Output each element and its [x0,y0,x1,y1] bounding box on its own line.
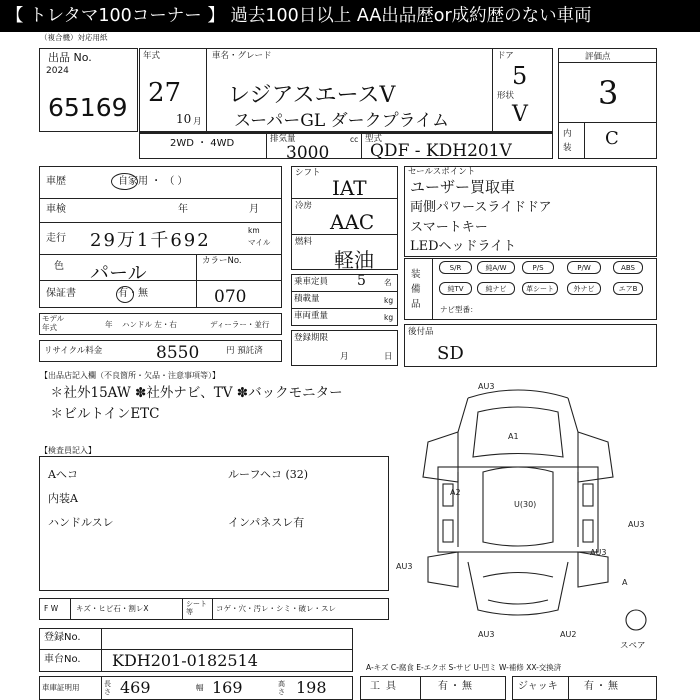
diagram-mark: AU3 [590,548,607,557]
cert-height: 198 [296,678,327,697]
sales-point-item: スマートキー [410,220,488,235]
sales-point-item: ユーザー買取車 [410,178,516,196]
post-market-value: SD [437,343,464,364]
drive-label: 2WD ・ 4WD [170,138,235,149]
lot-year-stamp: 2024 [46,66,69,76]
model-year-label: 年式 [143,51,161,61]
cert-width: 169 [212,678,243,697]
equip-option: 純ナビ [477,282,515,295]
load-unit: kg [384,296,394,305]
cert-height-label: 高さ [278,680,285,696]
shift-value: IAT [332,176,367,200]
shift-label: シフト [295,168,321,178]
tools-label: 工具 [370,681,402,692]
sales-points-label: セールスポイント [408,167,476,177]
diagram-mark: AU2 [560,630,577,639]
jack-options: 有・無 [584,681,620,692]
equip-option: エアB [613,282,643,295]
equip-option: P/W [567,261,601,274]
model-change-unit: 年 [105,320,113,329]
mileage-label: 走行 [46,233,66,244]
history-circle [111,173,138,190]
model-dealer: ディーラー・並行 [210,320,270,329]
warranty-options: 有・無 [118,288,148,299]
registration-day-unit: 日 [384,352,393,362]
post-market-label: 後付品 [408,327,434,337]
dealer-notes-line1: ✽社外15AW ✽社外ナビ、TV ✽バックモニター [50,385,343,401]
inspector-note: ルーフヘコ (32) [228,468,309,481]
seat-label: シート等 [186,600,207,616]
vehicle-damage-diagram [398,372,670,647]
capacity-value: 5 [357,273,366,289]
diagram-mark: A [622,578,628,587]
recycle-unit: 円 預託済 [226,346,263,356]
diagram-mark: A1 [508,432,519,441]
chassis-label: 車台No. [44,654,81,665]
inspector-label: 【検査員記入】 [40,446,96,455]
car-name-line2: スーパーGL ダークプライム [234,111,450,131]
warranty-circle [116,286,134,303]
load-label: 積載量 [294,294,320,304]
inspector-note: Aヘコ [48,468,78,481]
doors-label: ドア [497,51,514,61]
score-interior: C [605,128,619,149]
displacement-unit: cc [350,135,359,144]
weight-unit: kg [384,313,394,322]
banner-title: 【 トレタマ100コーナー 】 過去100日以上 AA出品歴or成約歴のない車両 [0,0,700,32]
color-no-value: 070 [214,287,247,307]
cert-length-label: 長さ [104,680,111,696]
weight-label: 車両重量 [294,311,329,321]
equip-option: 革シート [522,282,558,295]
history-label: 車歴 [46,176,66,187]
inspector-note: ハンドルスレ [48,516,114,529]
inspection-label: 車検 [46,204,66,215]
inspector-note: インパネスレ有 [228,516,305,529]
inspection-year-unit: 年 [178,204,188,215]
navi-model-label: ナビ型番： [440,305,478,314]
equipment-label: 装備品 [411,269,421,310]
dealer-notes-line2: ✽ビルトインETC [50,406,160,422]
sales-point-item: 両側パワースライドドア [410,200,552,215]
equip-option: 純A/W [477,261,515,274]
diagram-mark: U(30) [514,500,537,509]
model-code-value: QDF - KDH201V [370,141,512,161]
equip-option: 外ナビ [567,282,601,295]
dealer-notes-label: 【出品店記入欄（不良箇所・欠品・注意事項等）】 [40,371,220,380]
recycle-value: 8550 [156,343,200,363]
car-name-label: 車名・グレード [212,51,272,61]
history-options: 自家用 ・ （ ） [118,176,188,187]
recycle-label: リサイクル料金 [44,346,103,356]
cert-length: 469 [120,678,151,697]
diagram-mark: AU3 [478,630,495,639]
tools-options: 有・無 [438,681,474,692]
warranty-label: 保証書 [46,288,76,299]
score-exterior: 3 [598,74,619,112]
model-change-label: モデル 年式 [42,314,65,332]
sales-point-item: LEDヘッドライト [410,239,517,254]
equip-option: S/R [439,261,472,274]
cert-width-label: 幅 [196,683,204,692]
equip-option: P/S [522,261,554,274]
inspector-note: 内装A [48,492,78,505]
mileage-value: 29万1千692 [90,230,211,251]
legend-codes: A-キズ C-腐食 E-エクボ S-サビ U-凹ミ W-補修 XX-交換済 [366,663,562,672]
score-label: 評価点 [585,52,611,62]
color-label: 色 [54,261,64,272]
diagram-mark: AU3 [478,382,495,391]
displacement-label: 排気量 [270,134,296,144]
lot-label: 出品 No. [48,51,92,64]
doors-value: 5 [512,62,528,90]
jack-label: ジャッキ [518,681,558,692]
interior-label: 内装 [563,129,572,153]
sub-note: （複合機）対応用紙 [40,33,108,42]
diagram-mark: AU3 [396,562,413,571]
fuel-label: 燃料 [295,237,313,247]
mileage-unit-km: km [248,226,260,235]
equip-option: 純TV [439,282,472,295]
model-year-value: 27 [148,78,182,108]
model-handle: ハンドル 左・右 [122,320,177,329]
diagram-mark: AU3 [628,520,645,529]
inspection-month-unit: 月 [249,204,259,215]
chassis-value: KDH201-0182514 [112,651,258,670]
seat-items: コゲ・穴・汚レ・シミ・破レ・スレ [216,604,336,613]
fw-label: F W [44,604,59,613]
cert-label: 車庫証明用 [42,683,80,692]
aircon-value: AAC [330,210,375,234]
shape-value: V [512,102,528,127]
equip-option: ABS [613,261,643,274]
color-value: パール [90,262,147,284]
model-code-label: 型式 [365,134,383,144]
fuel-value: 軽油 [334,248,374,272]
registration-label: 登録期限 [294,333,329,343]
fw-items: キズ・ヒビ石・割レX [76,604,149,613]
spare-label: スペア [620,641,646,651]
car-name-line1: レジアスエースV [228,83,396,108]
capacity-unit: 名 [384,278,392,287]
capacity-label: 乗車定員 [294,277,329,287]
color-no-label: カラーNo. [202,256,242,266]
registration-month-unit: 月 [340,352,349,362]
diagram-mark: A2 [450,488,461,497]
reg-no-label: 登録No. [44,632,81,643]
aircon-label: 冷房 [295,201,313,211]
mileage-unit-mile: マイル [248,238,271,247]
model-year-month-unit: 月 [193,117,202,127]
model-year-month: 10 [176,112,192,126]
displacement-value: 3000 [286,143,330,163]
lot-number-box [39,48,138,132]
lot-number: 65169 [48,93,128,122]
shape-label: 形状 [497,91,515,101]
